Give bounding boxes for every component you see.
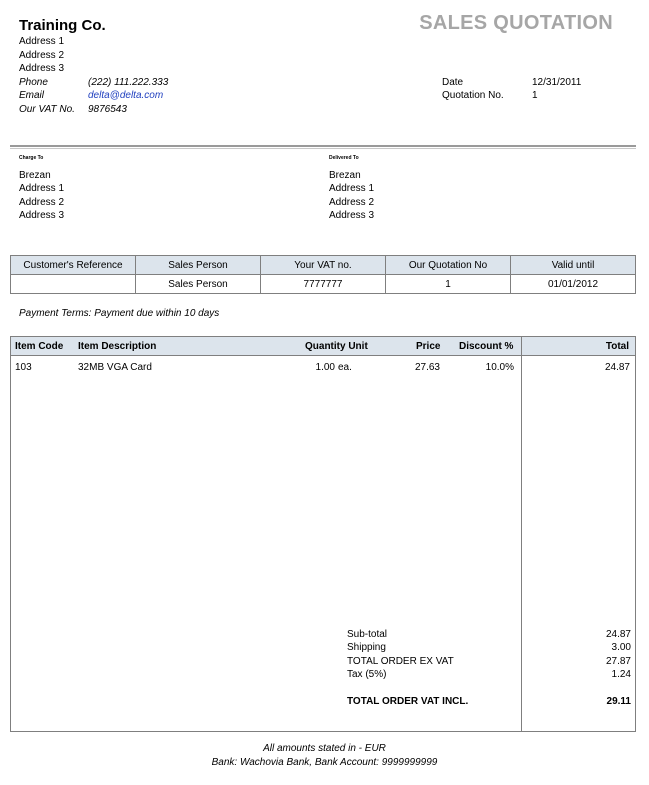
shipping-value: 3.00 [611,642,631,653]
valid-until-header: Valid until [511,256,636,275]
item-code-header: Item Code [15,341,64,352]
row-unit: ea. [338,362,352,373]
item-description-header: Item Description [78,341,157,352]
quotation-number-label: Quotation No. [442,90,504,101]
company-name: Training Co. [19,17,106,34]
date-value: 12/31/2011 [532,77,582,88]
row-item-code: 103 [15,362,32,373]
subtotal-label: Sub-total [347,629,388,640]
quotation-number-value: 1 [532,90,538,101]
customer-reference-value [11,275,136,294]
grand-total-label: TOTAL ORDER VAT INCL. [347,696,469,707]
company-address-line-1: Address 1 [19,36,65,47]
row-quantity: 1.00 [315,362,335,373]
row-total: 24.87 [604,362,630,373]
row-price: 27.63 [414,362,440,373]
sales-person-header: Sales Person [136,256,261,275]
header-divider-thin [10,148,636,149]
subtotal-value: 24.87 [605,629,631,640]
date-label: Date [442,77,464,88]
our-quotation-value: 1 [386,275,511,294]
document-title: SALES QUOTATION [419,12,613,34]
reference-table-header-row [11,256,636,275]
delivered-to-address-2: Address 2 [329,197,375,208]
price-header: Price [416,341,441,352]
charge-to-label: Charge To [19,155,44,161]
currency-note: All amounts stated in - EUR [263,743,386,754]
charge-to-address-1: Address 1 [19,183,65,194]
items-header-row [11,337,635,356]
email-label: Email [19,90,45,101]
payment-terms: Payment Terms: Payment due within 10 days [19,308,220,319]
sales-person-value: Sales Person [136,275,261,294]
delivered-to-address-3: Address 3 [329,210,375,221]
bank-note: Bank: Wachovia Bank, Bank Account: 9999999999 [211,757,438,768]
discount-header: Discount % [459,341,514,352]
total-ex-vat-value: 27.87 [605,656,631,667]
shipping-label: Shipping [347,642,386,653]
company-address-line-3: Address 3 [19,63,65,74]
your-vat-value: 7777777 [261,275,386,294]
valid-until-value: 01/01/2012 [511,275,636,294]
quantity-unit-header: Quantity Unit [305,341,368,352]
your-vat-header: Your VAT no. [261,256,386,275]
items-table [10,336,636,732]
charge-to-name: Brezan [19,170,51,181]
charge-to-address-2: Address 2 [19,197,65,208]
phone-label: Phone [19,77,48,88]
total-column-divider [521,337,522,731]
header-divider [10,145,636,147]
reference-table-value-row [11,275,636,294]
charge-to-address-3: Address 3 [19,210,65,221]
customer-reference-header: Customer's Reference [11,256,136,275]
total-ex-vat-label: TOTAL ORDER EX VAT [347,656,454,667]
row-item-description: 32MB VGA Card [78,362,152,373]
vat-label: Our VAT No. [19,104,75,115]
total-header: Total [605,341,629,352]
phone-value: (222) 111.222.333 [88,77,169,88]
vat-value: 9876543 [88,104,127,115]
delivered-to-name: Brezan [329,170,361,181]
delivered-to-address-1: Address 1 [329,183,375,194]
tax-label: Tax (5%) [347,669,387,680]
reference-table [10,255,636,294]
our-quotation-header: Our Quotation No [386,256,511,275]
grand-total-value: 29.11 [606,696,631,707]
company-address-line-2: Address 2 [19,50,65,61]
delivered-to-label: Delivered To [329,155,359,161]
email-link[interactable]: delta@delta.com [88,90,164,101]
tax-value: 1.24 [611,669,631,680]
row-discount: 10.0% [485,362,514,373]
